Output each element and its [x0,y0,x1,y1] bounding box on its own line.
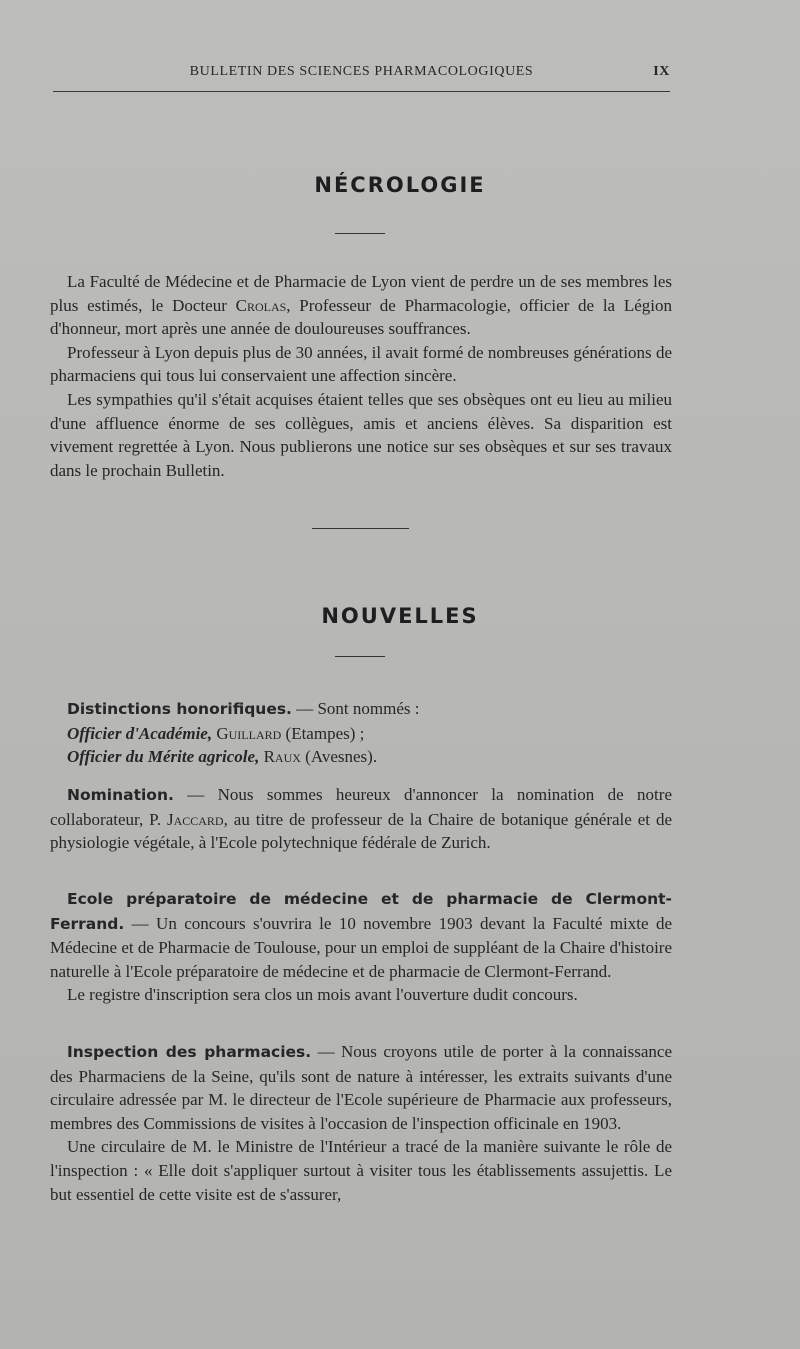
title-rule [335,656,385,657]
distinction-line: Officier d'Académie, Guillard (Etampes) ; [67,723,365,743]
necrologie-text [50,270,672,482]
ecole-item: Ecole préparatoire de médecine et de pharmacie de Clermont-Ferrand. — Un concours s'ouvrira le 10 novembre 1903 devant la Faculté mixte de Médecine et de Pharmacie de Toulouse, pour un emploi de suppléant de la Chaire d'histoire naturelle à l'Ecole préparatoire de médecine et de pharmacie de Clermont-Ferrand. Le registre d'inscription sera clos un mois avant l'ouverture dudit concours. [50,887,672,1007]
person-name: Jaccard [166,809,224,829]
item-lead: Nomination. [67,786,174,804]
inspection-item: Inspection des pharmacies. — Nous croyons utile de porter à la connaissance des Pharmaciens de la Seine, qu'ils sont de nature à intéresser, les extraits suivants d'une circulaire adressée par M. le directeur de l'Ecole supérieure de Pharmacie aux professeurs, membres des Commissions de visites à l'occasion de l'inspection officinale en 1903. Une circulaire de M. le Ministre de l'Intérieur a tracé de la manière suivante le rôle de l'inspection : « Elle doit s'appliquer surtout à visiter tous les établissements assujettis. Le but essentiel de cette visite est de s'assurer, [50,1040,672,1206]
distinction-line: Officier du Mérite agricole, Raux (Avesnes). [67,747,378,767]
item-lead: Ecole préparatoire de médecine et de pharmacie de Clermont-Ferrand. [50,890,672,933]
nomination-item: Nomination. — Nous sommes heureux d'annoncer la nomination de notre collaborateur, P. Jaccard, au titre de professeur de la Chaire de botanique générale et de physiologie végétale, à l'Ecole polytechnique fédérale de Zurich. [50,785,672,853]
title-rule [335,233,385,234]
paragraph: Les sympathies qu'il s'était acquises étaient telles que ses obsèques ont eu lieu au milieu d'une affluence énorme de ses collègues, amis et anciens élèves. Sa disparition est vivement regrettée à Lyon. Nous publierons une notice sur ses obsèques et sur ses travaux dans le prochain Bulletin. [50,389,672,480]
distinctions-item: Distinctions honorifiques. — Sont nommés : Officier d'Académie, Guillard (Etampes) ; Officier du Mérite agricole, Raux (Avesnes). [50,697,672,769]
paragraph: Le registre d'inscription sera clos un mois avant l'ouverture dudit concours. [67,985,578,1005]
page-number: IX [653,64,670,79]
person-name: Guillard [216,723,282,743]
person-name: Crolas [235,295,287,315]
item-lead: Inspection des pharmacies. [67,1043,312,1061]
paragraph: Professeur à Lyon depuis plus de 30 années, il avait formé de nombreuses générations de pharmaciens qui tous lui conservaient une affection sincère. [50,342,672,386]
nouvelles-title: NOUVELLES [321,604,479,628]
necrologie-title: NÉCROLOGIE [314,173,486,197]
running-head [53,64,670,86]
paragraph: Une circulaire de M. le Ministre de l'Intérieur a tracé de la manière suivante le rôle de l'inspection : « Elle doit s'appliquer surtout à visiter tous les établissements assujettis. Le but essentiel de cette visite est de s'assurer, [50,1137,672,1204]
paragraph: La Faculté de Médecine et de Pharmacie de Lyon vient de perdre un de ses membres les plus estimés, le Docteur Crolas, Professeur de Pharmacologie, officier de la Légion d'honneur, mort après une année de douloureuses souffrances. [50,272,672,339]
running-title: BULLETIN DES SCIENCES PHARMACOLOGIQUES [189,64,534,79]
person-name: Raux [263,747,301,767]
section-separator [312,528,409,529]
item-lead: Distinctions honorifiques. [67,700,292,718]
header-rule [53,91,670,92]
